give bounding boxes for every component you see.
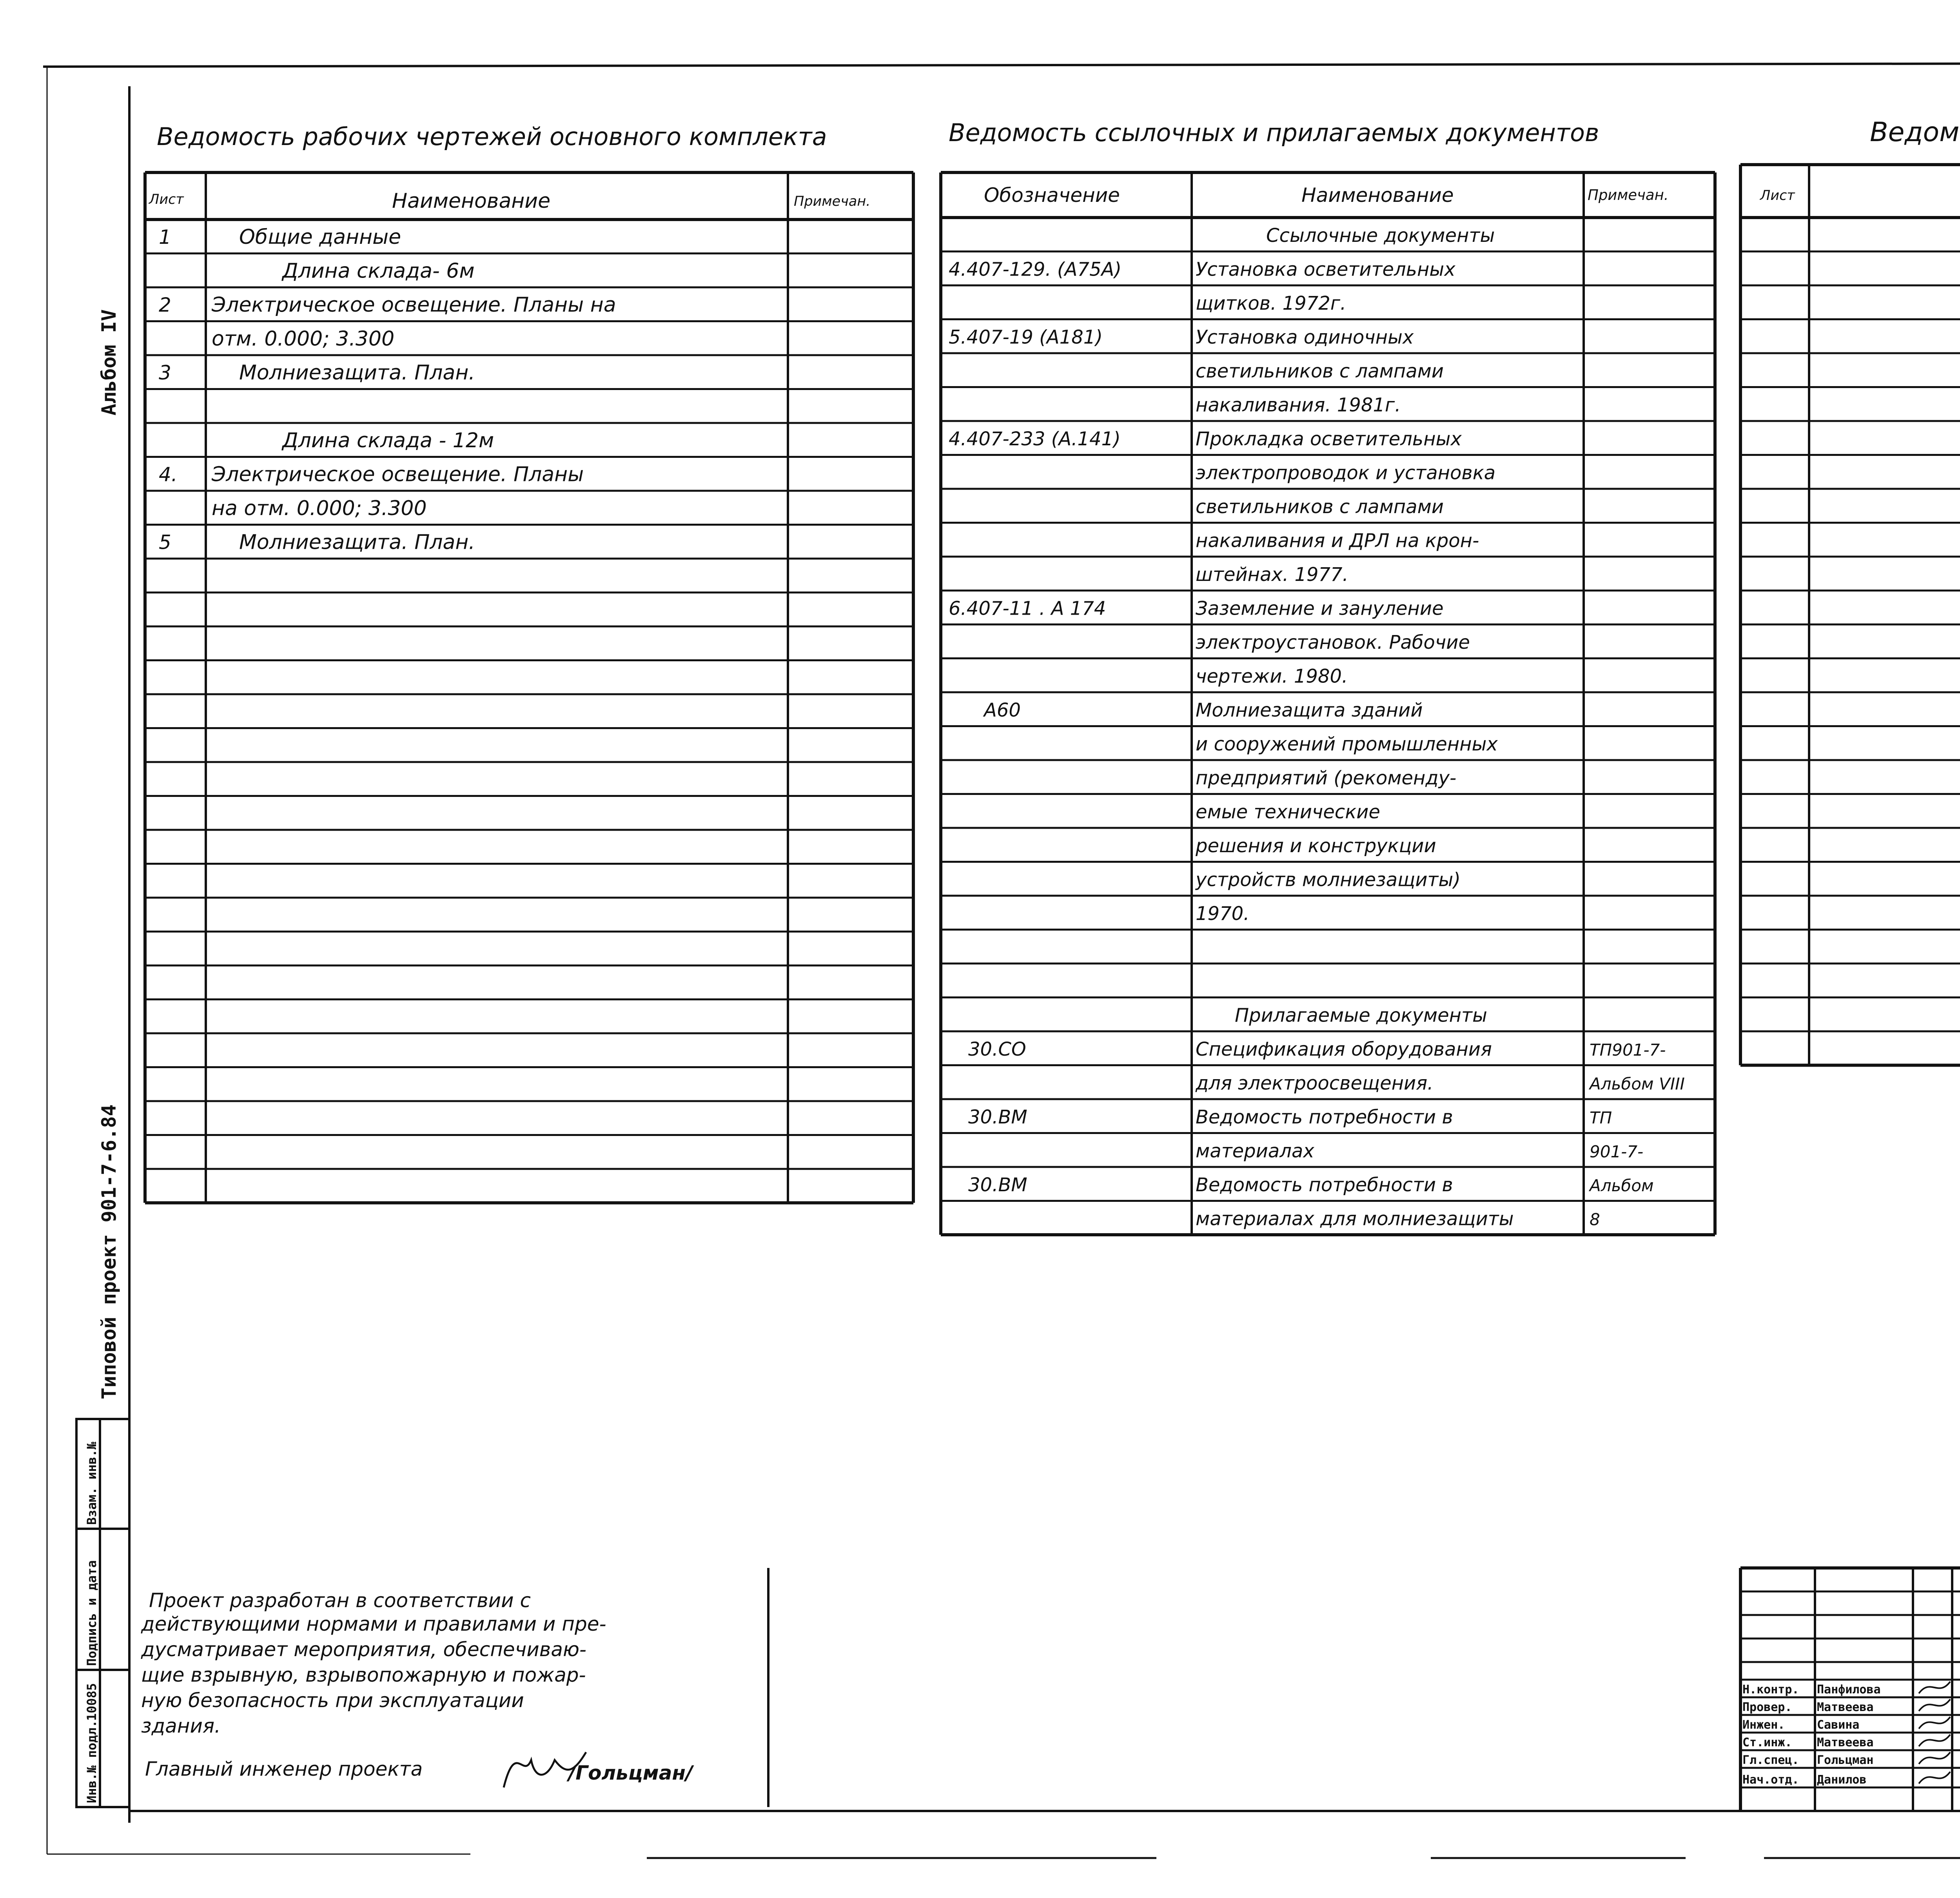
role-name bbox=[1817, 1773, 1866, 1787]
role-signature-mark bbox=[1919, 1752, 1950, 1764]
table2-cell-name bbox=[1196, 292, 1346, 314]
table2-cell-name bbox=[1196, 394, 1401, 416]
table2-cell-name bbox=[1196, 1038, 1492, 1060]
table2-header-name bbox=[1301, 184, 1454, 207]
table1-cell-sheet bbox=[159, 294, 171, 316]
table2-cell-name bbox=[1196, 767, 1456, 789]
table2-cell-name bbox=[1195, 1072, 1433, 1094]
table2-text bbox=[949, 184, 1685, 1230]
table2-cell-name bbox=[1196, 903, 1249, 925]
table1-header-note bbox=[794, 194, 870, 209]
table2-cell-name bbox=[1196, 564, 1348, 586]
side-stamp-cell-repl bbox=[84, 1441, 99, 1525]
note-line-1 bbox=[149, 1589, 531, 1612]
table2-cell-name bbox=[1196, 360, 1444, 382]
table2-cell-name bbox=[1196, 1208, 1514, 1230]
table2-cell-name bbox=[1195, 869, 1461, 891]
side-stamp-cell-sign bbox=[84, 1560, 99, 1666]
table2-cell-name bbox=[1196, 699, 1423, 721]
table2-cell-name bbox=[1196, 428, 1462, 450]
role-label bbox=[1742, 1753, 1799, 1767]
table2-cell-code bbox=[949, 259, 1122, 281]
table2-cell-name bbox=[1196, 801, 1380, 823]
table1-cell-name bbox=[239, 531, 475, 554]
role-name bbox=[1817, 1753, 1874, 1767]
table2-cell-note bbox=[1590, 1040, 1666, 1060]
table2-cell-name bbox=[1196, 1140, 1314, 1162]
table2-cell-note bbox=[1590, 1108, 1612, 1127]
table2-cell-code bbox=[968, 1038, 1026, 1060]
role-label bbox=[1742, 1718, 1785, 1732]
table1-cell-name bbox=[211, 463, 584, 486]
table2-cell-name bbox=[1196, 327, 1414, 348]
side-stamp-cell-inv bbox=[84, 1720, 99, 1803]
table2-cell-code bbox=[949, 598, 1106, 620]
role-label bbox=[1742, 1773, 1799, 1787]
signature-name bbox=[566, 1762, 694, 1784]
table1-title bbox=[157, 122, 827, 151]
role-signature-mark bbox=[1919, 1772, 1950, 1784]
table2-cell-name bbox=[1196, 733, 1498, 755]
table2-cell-name bbox=[1196, 1106, 1453, 1128]
table2-header-note bbox=[1588, 187, 1669, 203]
table2-cell-name bbox=[1196, 598, 1444, 620]
table2-cell-note bbox=[1590, 1210, 1600, 1229]
table1-text bbox=[148, 189, 870, 554]
table1-cell-name bbox=[212, 327, 394, 351]
note-line-6 bbox=[141, 1715, 221, 1737]
table2-cell-name bbox=[1235, 1005, 1487, 1027]
table3-header-sheet bbox=[1759, 188, 1795, 203]
table2-cell-name bbox=[1196, 259, 1455, 281]
project-label bbox=[98, 1104, 120, 1399]
role-label bbox=[1742, 1736, 1792, 1749]
table1-cell-name bbox=[281, 429, 494, 452]
table2-cell-code bbox=[968, 1174, 1027, 1196]
role-signature-mark bbox=[1919, 1735, 1950, 1746]
table2-cell-name bbox=[1196, 631, 1470, 653]
table2-cell-code bbox=[968, 1106, 1027, 1128]
table2-cell-code bbox=[949, 428, 1121, 450]
table2-title bbox=[949, 118, 1599, 147]
note-line-4 bbox=[141, 1664, 586, 1686]
note-line-5 bbox=[141, 1689, 524, 1712]
table2-cell-name bbox=[1196, 1174, 1453, 1196]
table2-cell-name bbox=[1196, 462, 1495, 484]
table2-cell-note bbox=[1590, 1142, 1643, 1161]
side-stamp-number bbox=[84, 1683, 99, 1721]
role-signature-mark bbox=[1919, 1699, 1950, 1711]
table1-cell-name bbox=[211, 293, 616, 317]
table1-cell-sheet bbox=[159, 226, 171, 249]
table2-cell-name bbox=[1195, 835, 1436, 857]
table2-cell-code bbox=[983, 699, 1021, 721]
note-line-2 bbox=[141, 1613, 606, 1635]
table2-cell-name bbox=[1196, 530, 1479, 552]
album-label bbox=[98, 309, 120, 416]
table3-grid bbox=[1740, 165, 1960, 1065]
table1-cell-sheet bbox=[159, 531, 171, 554]
table1-cell-name bbox=[239, 225, 401, 249]
role-name bbox=[1817, 1718, 1859, 1732]
role-name bbox=[1817, 1683, 1881, 1697]
table2-cell-code bbox=[949, 327, 1103, 348]
signature-label bbox=[145, 1758, 423, 1780]
role-name bbox=[1817, 1736, 1874, 1749]
table2-cell-note bbox=[1588, 1074, 1685, 1094]
table2-cell-name bbox=[1266, 225, 1495, 247]
table2-header-code bbox=[984, 184, 1120, 207]
table1-cell-sheet bbox=[159, 361, 171, 384]
table1-cell-name bbox=[212, 497, 427, 520]
table3-text bbox=[1759, 186, 1960, 209]
table1-cell-sheet bbox=[159, 463, 178, 486]
table1-cell-name bbox=[281, 259, 475, 283]
table1-header-sheet bbox=[148, 192, 184, 207]
note-line-3 bbox=[141, 1638, 586, 1661]
role-signature-mark bbox=[1919, 1682, 1950, 1693]
role-label bbox=[1742, 1683, 1799, 1697]
table3-title bbox=[1870, 117, 1960, 148]
table2-cell-name bbox=[1196, 496, 1444, 518]
table1-cell-name bbox=[239, 361, 475, 385]
role-signature-mark bbox=[1919, 1717, 1950, 1729]
table2-cell-note bbox=[1588, 1176, 1654, 1195]
table2-cell-name bbox=[1196, 666, 1348, 688]
role-name bbox=[1817, 1700, 1874, 1714]
table1-header-name bbox=[392, 189, 550, 213]
role-label bbox=[1742, 1700, 1792, 1714]
